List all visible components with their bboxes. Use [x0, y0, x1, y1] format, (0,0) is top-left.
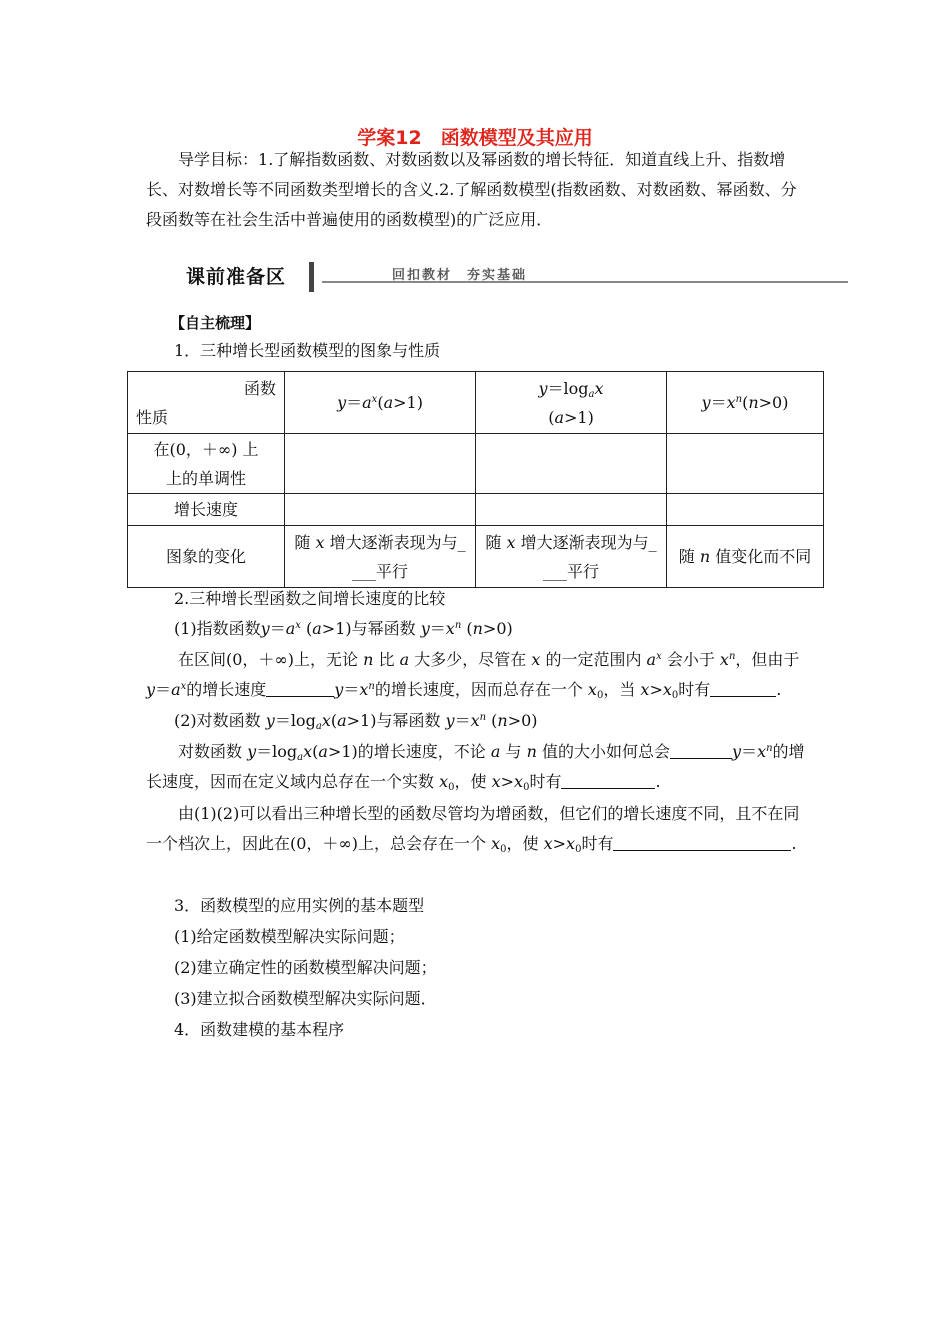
row-label-graph: 图象的变化: [128, 526, 285, 588]
text: 随: [485, 532, 502, 552]
text: (1)指数函数: [174, 619, 261, 638]
banner-subtitle: 回扣教材 夯实基础: [392, 268, 528, 283]
text: (2)对数函数: [174, 711, 261, 730]
blank-cell: [476, 494, 667, 526]
text: 值变化而不同: [715, 547, 812, 566]
item2-conclusion: 由(1)(2)可以看出三种增长型的函数尽管均为增函数，但它们的增长速度不同，且不在同一个档次上，因此在(0，＋∞)上，总会存在一个 $x_0$，使 $x>x_0$时有 .: [146, 804, 800, 855]
exp-graph-change: 随 x 增大逐渐表现为与_ ___平行: [285, 526, 476, 588]
header-exponential: $y=a^x(a>1)$: [285, 372, 476, 434]
text: ___平行: [542, 561, 599, 581]
section-heading: 【自主梳理】: [170, 314, 261, 332]
row-label-line2: 上的单调性: [165, 468, 246, 488]
corner-bottom: 性质: [136, 407, 169, 427]
text: 随: [678, 547, 695, 566]
header-power: $y=x^n(n>0)$: [667, 372, 824, 434]
blank-cell: [285, 494, 476, 526]
item2-para2: 对数函数 $y=\log_ax(a>1)$的增长速度，不论 a 与 n 值的大小如何总会 $y=x^n$的增长速度，因而在定义域内总存在一个实数 $x_0$，使 $x>x_0$时有 .: [146, 742, 805, 793]
row-label-growth: 增长速度: [128, 494, 285, 526]
item2-title: 2.三种增长型函数之间增长速度的比较: [174, 589, 446, 608]
item3-line: (3)建立拟合函数模型解决实际问题．: [174, 989, 437, 1008]
header-logarithmic: $y=\log_ax$ (a>1): [476, 372, 667, 434]
corner-top: 函数: [243, 378, 276, 398]
learning-goals-label: 导学目标：: [178, 150, 259, 169]
table-corner-cell: [128, 372, 285, 434]
log-graph-change: 随 x 增大逐渐表现为与_ ___平行: [476, 526, 667, 588]
text: 增大逐渐表现为与_: [329, 532, 466, 552]
item3-line: (2)建立确定性的函数模型解决问题；: [174, 958, 437, 977]
learning-goals-text: 1.了解指数函数、对数函数以及幂函数的增长特征．知道直线上升、指数增长、对数增长等不同函数类型增长的含义.2.了解函数模型(指数函数、对数函数、幂函数、分段函数等在社会生活中普遍使用的函数模型)的广泛应用．: [146, 150, 797, 229]
text: 随: [294, 532, 311, 552]
blank-cell: [667, 494, 824, 526]
banner-tag: 课前准备区: [176, 262, 314, 292]
learning-goals: [146, 145, 810, 235]
item2-para1: 在区间(0，＋∞)上，无论 n 比 a 大多少，尽管在 x 的一定范围内 $a^x$ 会小于 $x^n$，但由于 $y=a^x$的增长速度 $y=x^n$的增长速度，因而总存在一个 $x_0$，当 $x>x_0$时有 .: [146, 650, 800, 701]
item1-title: 1．三种增长型函数模型的图象与性质: [174, 341, 441, 360]
item4-title: 4．函数建模的基本程序: [174, 1020, 345, 1039]
item2-sub1: (1)指数函数$y=a^x$ (a>1)与幂函数 $y=x^n$ (n>0): [174, 619, 513, 638]
section-banner: [176, 262, 848, 296]
text: 增大逐渐表现为与_: [520, 532, 657, 552]
item3-title: 3．函数模型的应用实例的基本题型: [174, 896, 425, 915]
row-label-monotonicity: [128, 434, 285, 494]
pow-graph-change: 随 n 值变化而不同: [667, 526, 824, 588]
item2-sub2: (2)对数函数 $y=\log_ax(a>1)$与幂函数 $y=x^n$ (n>0): [174, 711, 538, 732]
item3-line: (1)给定函数模型解决实际问题；: [174, 927, 405, 946]
text: ___平行: [351, 561, 408, 581]
blank-cell: [476, 434, 667, 494]
blank-cell: [667, 434, 824, 494]
page-title: 学案12 函数模型及其应用: [357, 127, 593, 149]
growth-model-table: [127, 371, 824, 588]
blank-cell: [285, 434, 476, 494]
row-label-line1: 在(0，＋∞) 上: [153, 439, 259, 459]
